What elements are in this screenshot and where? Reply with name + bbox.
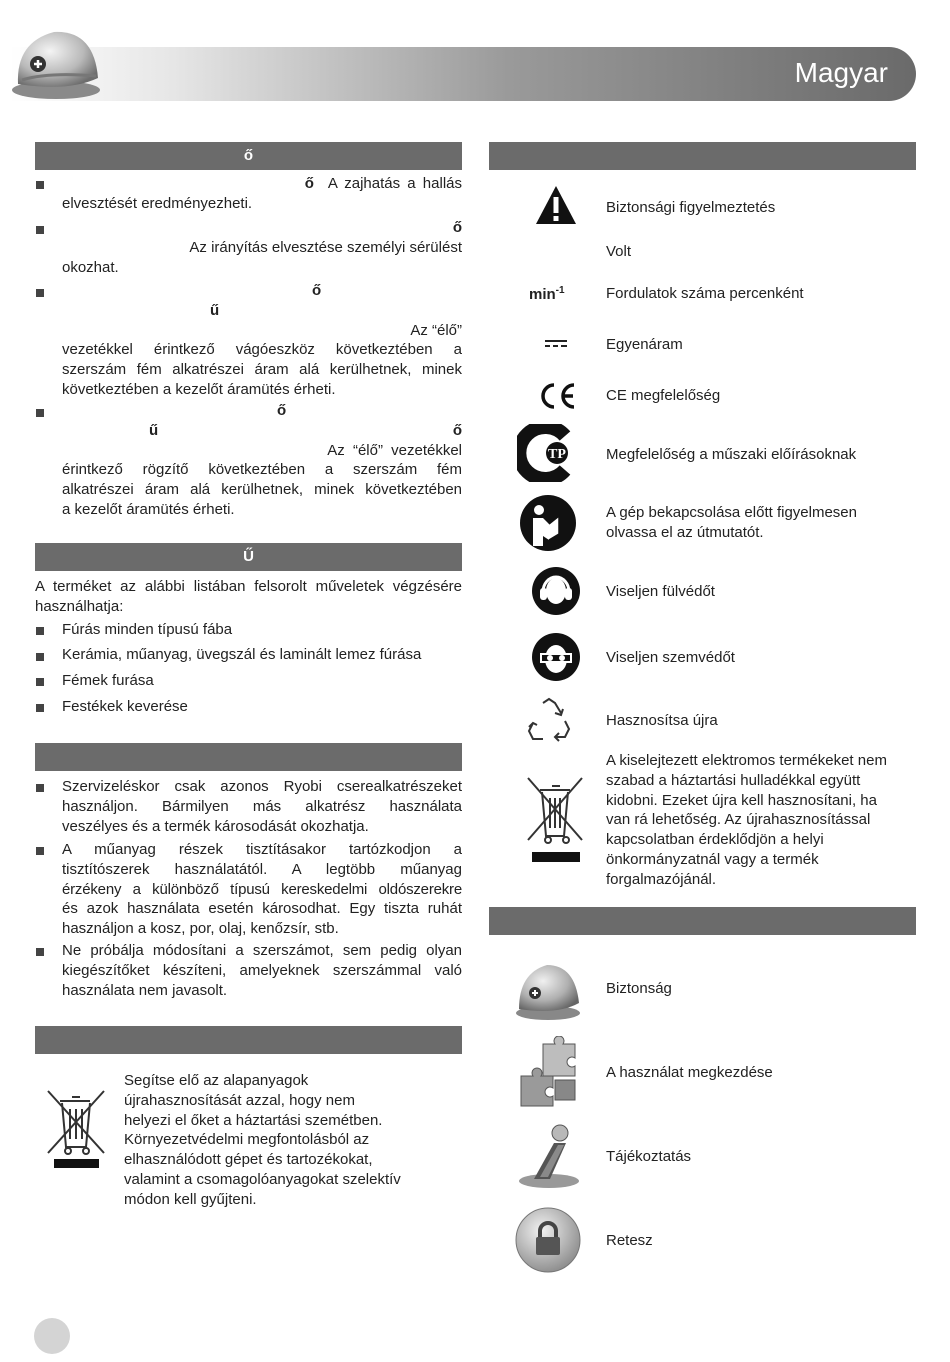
item-text: alkatrészei áram alá kerülhetnek, minek következtében xyxy=(62,481,462,499)
item-text: Az “élő” xyxy=(410,321,462,339)
direct-current-icon xyxy=(545,338,567,350)
ce-mark-icon xyxy=(536,381,578,411)
info-figure-icon xyxy=(514,1121,584,1191)
guide-label: Retesz xyxy=(606,1232,653,1249)
padlock-icon xyxy=(515,1207,581,1273)
list-item xyxy=(62,218,462,277)
item-text: használjon. Bármilyen más alkatrész használata xyxy=(62,797,462,815)
paragraph-line: Környezetvédelmi megfontolásból az xyxy=(124,1131,370,1149)
bold-fragment: ő xyxy=(452,421,462,439)
language-header-bar xyxy=(10,47,916,101)
list-item xyxy=(62,941,462,1000)
guide-label: A használat megkezdése xyxy=(606,1064,773,1081)
bullet xyxy=(36,653,44,661)
bullet xyxy=(36,784,44,792)
left-section-heading-2: Ű xyxy=(35,543,462,571)
intro-line: A terméket az alábbi listában felsorolt műveletek végzésére xyxy=(35,578,462,595)
paragraph-line: helyezi el őket a háztartási szemétben. xyxy=(124,1111,383,1129)
list-item: Fémek furása xyxy=(62,672,154,689)
symbol-label: Hasznosítsa újra xyxy=(606,712,718,729)
symbol-label-line: olvassa el az útmutatót. xyxy=(606,523,764,541)
item-text: A zajhatás a hallás xyxy=(327,175,462,192)
symbol-label: Viseljen fülvédőt xyxy=(606,583,715,600)
list-item xyxy=(62,401,462,520)
page-number-marker xyxy=(34,1318,70,1354)
symbol-label: Egyenáram xyxy=(606,336,683,353)
item-text: következtében a kezelőt áramütés érheti. xyxy=(62,380,336,398)
bold-fragment: ő xyxy=(304,175,314,192)
bullet xyxy=(36,847,44,855)
paragraph-line: valamint a csomagolóanyagokat szelektív xyxy=(124,1170,401,1188)
item-text: Szervizeléskor csak azonos Ryobi cserealkatrészeket xyxy=(62,778,462,795)
item-text: vezetékkel érintkező vágóeszköz következtében a xyxy=(62,341,462,359)
item-text: okozhat. xyxy=(62,258,119,276)
ear-protection-icon xyxy=(531,566,581,616)
gost-mark-icon xyxy=(517,424,577,482)
min-text: min xyxy=(529,286,556,303)
bold-fragment: ő xyxy=(312,282,322,299)
paragraph-line: van rá lehetőség. Az újrahasznosítással xyxy=(606,811,871,829)
weee-bin-icon xyxy=(526,774,584,864)
item-text: a kezelőt áramütés érheti. xyxy=(62,500,235,518)
item-text: veszélyes és a termék károsodását okozhatja. xyxy=(62,817,369,835)
list-item xyxy=(62,777,462,836)
item-text: tisztítószerek használatától. A legtöbb műanyag xyxy=(62,860,462,878)
list-item xyxy=(62,174,462,214)
item-text: kiegészítőket készíteni, amelyeknek szerszámmal való xyxy=(62,961,462,979)
list-item: Kerámia, műanyag, üvegszál és laminált lemez fúrása xyxy=(62,646,422,663)
bold-fragment: ő xyxy=(452,219,462,236)
bold-fragment: ű xyxy=(210,301,220,319)
paragraph-line: módon kell gyűjteni. xyxy=(124,1190,257,1208)
item-text: érzékeny a különböző típusú kereskedelmi oldószerekre xyxy=(62,880,462,898)
bullet xyxy=(36,181,44,189)
item-text: használata nem javasolt. xyxy=(62,981,228,999)
bullet xyxy=(36,226,44,234)
bullet xyxy=(36,627,44,635)
bold-fragment: ű xyxy=(149,421,159,439)
symbol-label: CE megfelelőség xyxy=(606,387,721,404)
read-manual-icon xyxy=(519,494,577,552)
right-section-heading-1 xyxy=(489,142,916,170)
language-title: Magyar xyxy=(794,57,888,88)
intro-line: használhatja: xyxy=(35,597,124,615)
list-item: Fúrás minden típusú fába xyxy=(62,621,233,638)
eye-protection-icon xyxy=(531,632,581,682)
item-text: Ne próbálja módosítani a szerszámot, sem pedig olyan xyxy=(62,942,462,959)
paragraph-line: Segítse elő az alapanyagok xyxy=(124,1072,309,1089)
list-item xyxy=(62,840,462,939)
left-section-heading-3 xyxy=(35,743,462,771)
puzzle-icon xyxy=(513,1036,583,1108)
disposal-paragraph xyxy=(124,1071,444,1210)
min-superscript: -1 xyxy=(555,285,565,296)
item-text: Az irányítás elvesztése személyi sérülést xyxy=(189,238,462,256)
bullet xyxy=(36,678,44,686)
guide-label: Tájékoztatás xyxy=(606,1148,692,1165)
item-text: A műanyag részek tisztításakor tartózkodjon a xyxy=(62,841,462,858)
symbol-label: Megfelelőség a műszaki előírásoknak xyxy=(606,446,857,463)
min-icon xyxy=(529,285,565,303)
item-text: Az “élő” vezetékkel xyxy=(327,441,462,459)
item-text: használjon a kosz, por, olaj, kenőzsír, stb. xyxy=(62,920,339,938)
paragraph-line: önkormányzatnál vagy a termék xyxy=(606,850,819,868)
symbol-label-line: A gép bekapcsolása előtt figyelmesen xyxy=(606,504,857,521)
paragraph-line: elhasználódott gépet és tartozékokat, xyxy=(124,1151,373,1169)
warning-triangle-icon xyxy=(534,184,578,226)
guide-label: Biztonság xyxy=(606,980,672,997)
symbol-label: Viseljen szemvédőt xyxy=(606,649,735,666)
paragraph-line: A kiselejtezett elektromos termékeket nem xyxy=(606,752,887,769)
symbol-paragraph xyxy=(606,751,916,890)
paragraph-line: újrahasznosítását azzal, hogy nem xyxy=(124,1091,355,1109)
symbol-label: Fordulatok száma percenként xyxy=(606,285,804,302)
intro-paragraph xyxy=(35,577,462,617)
helmet-icon xyxy=(8,20,104,102)
right-section-heading-2 xyxy=(489,907,916,935)
symbol-label xyxy=(606,503,857,543)
left-section-heading-4 xyxy=(35,1026,462,1054)
volt-icon xyxy=(540,240,570,262)
paragraph-line: kapcsolatban érdeklődjön a helyi xyxy=(606,831,824,849)
item-text: elvesztését eredményezheti. xyxy=(62,194,253,212)
list-item xyxy=(62,281,462,400)
bold-fragment: ő xyxy=(277,402,287,419)
helmet-icon xyxy=(513,957,583,1023)
symbol-label: Volt xyxy=(606,243,632,260)
weee-bin-icon xyxy=(44,1087,106,1169)
item-text: és azok használata esetén károsodhat. Egy tiszta ruhát xyxy=(62,900,462,918)
symbol-label: Biztonsági figyelmeztetés xyxy=(606,199,776,216)
recycle-icon xyxy=(525,697,573,743)
list-item: Festékek keverése xyxy=(62,698,188,715)
bullet xyxy=(36,948,44,956)
left-section-heading-1: ő xyxy=(35,142,462,170)
paragraph-line: kidobni. Ezeket újra kell hasznosítani, ha xyxy=(606,791,877,809)
paragraph-line: forgalmazójánál. xyxy=(606,870,717,888)
bullet xyxy=(36,704,44,712)
item-text: szerszám fém alkatrészei áram alá kerülhetnek, minek xyxy=(62,361,462,379)
item-text: érintkező rögzítő következtében a szerszám fém xyxy=(62,461,462,479)
bullet xyxy=(36,409,44,417)
bullet xyxy=(36,289,44,297)
paragraph-line: szabad a háztartási hulladékkal együtt xyxy=(606,771,861,789)
svg-text:TP: TP xyxy=(548,447,566,462)
